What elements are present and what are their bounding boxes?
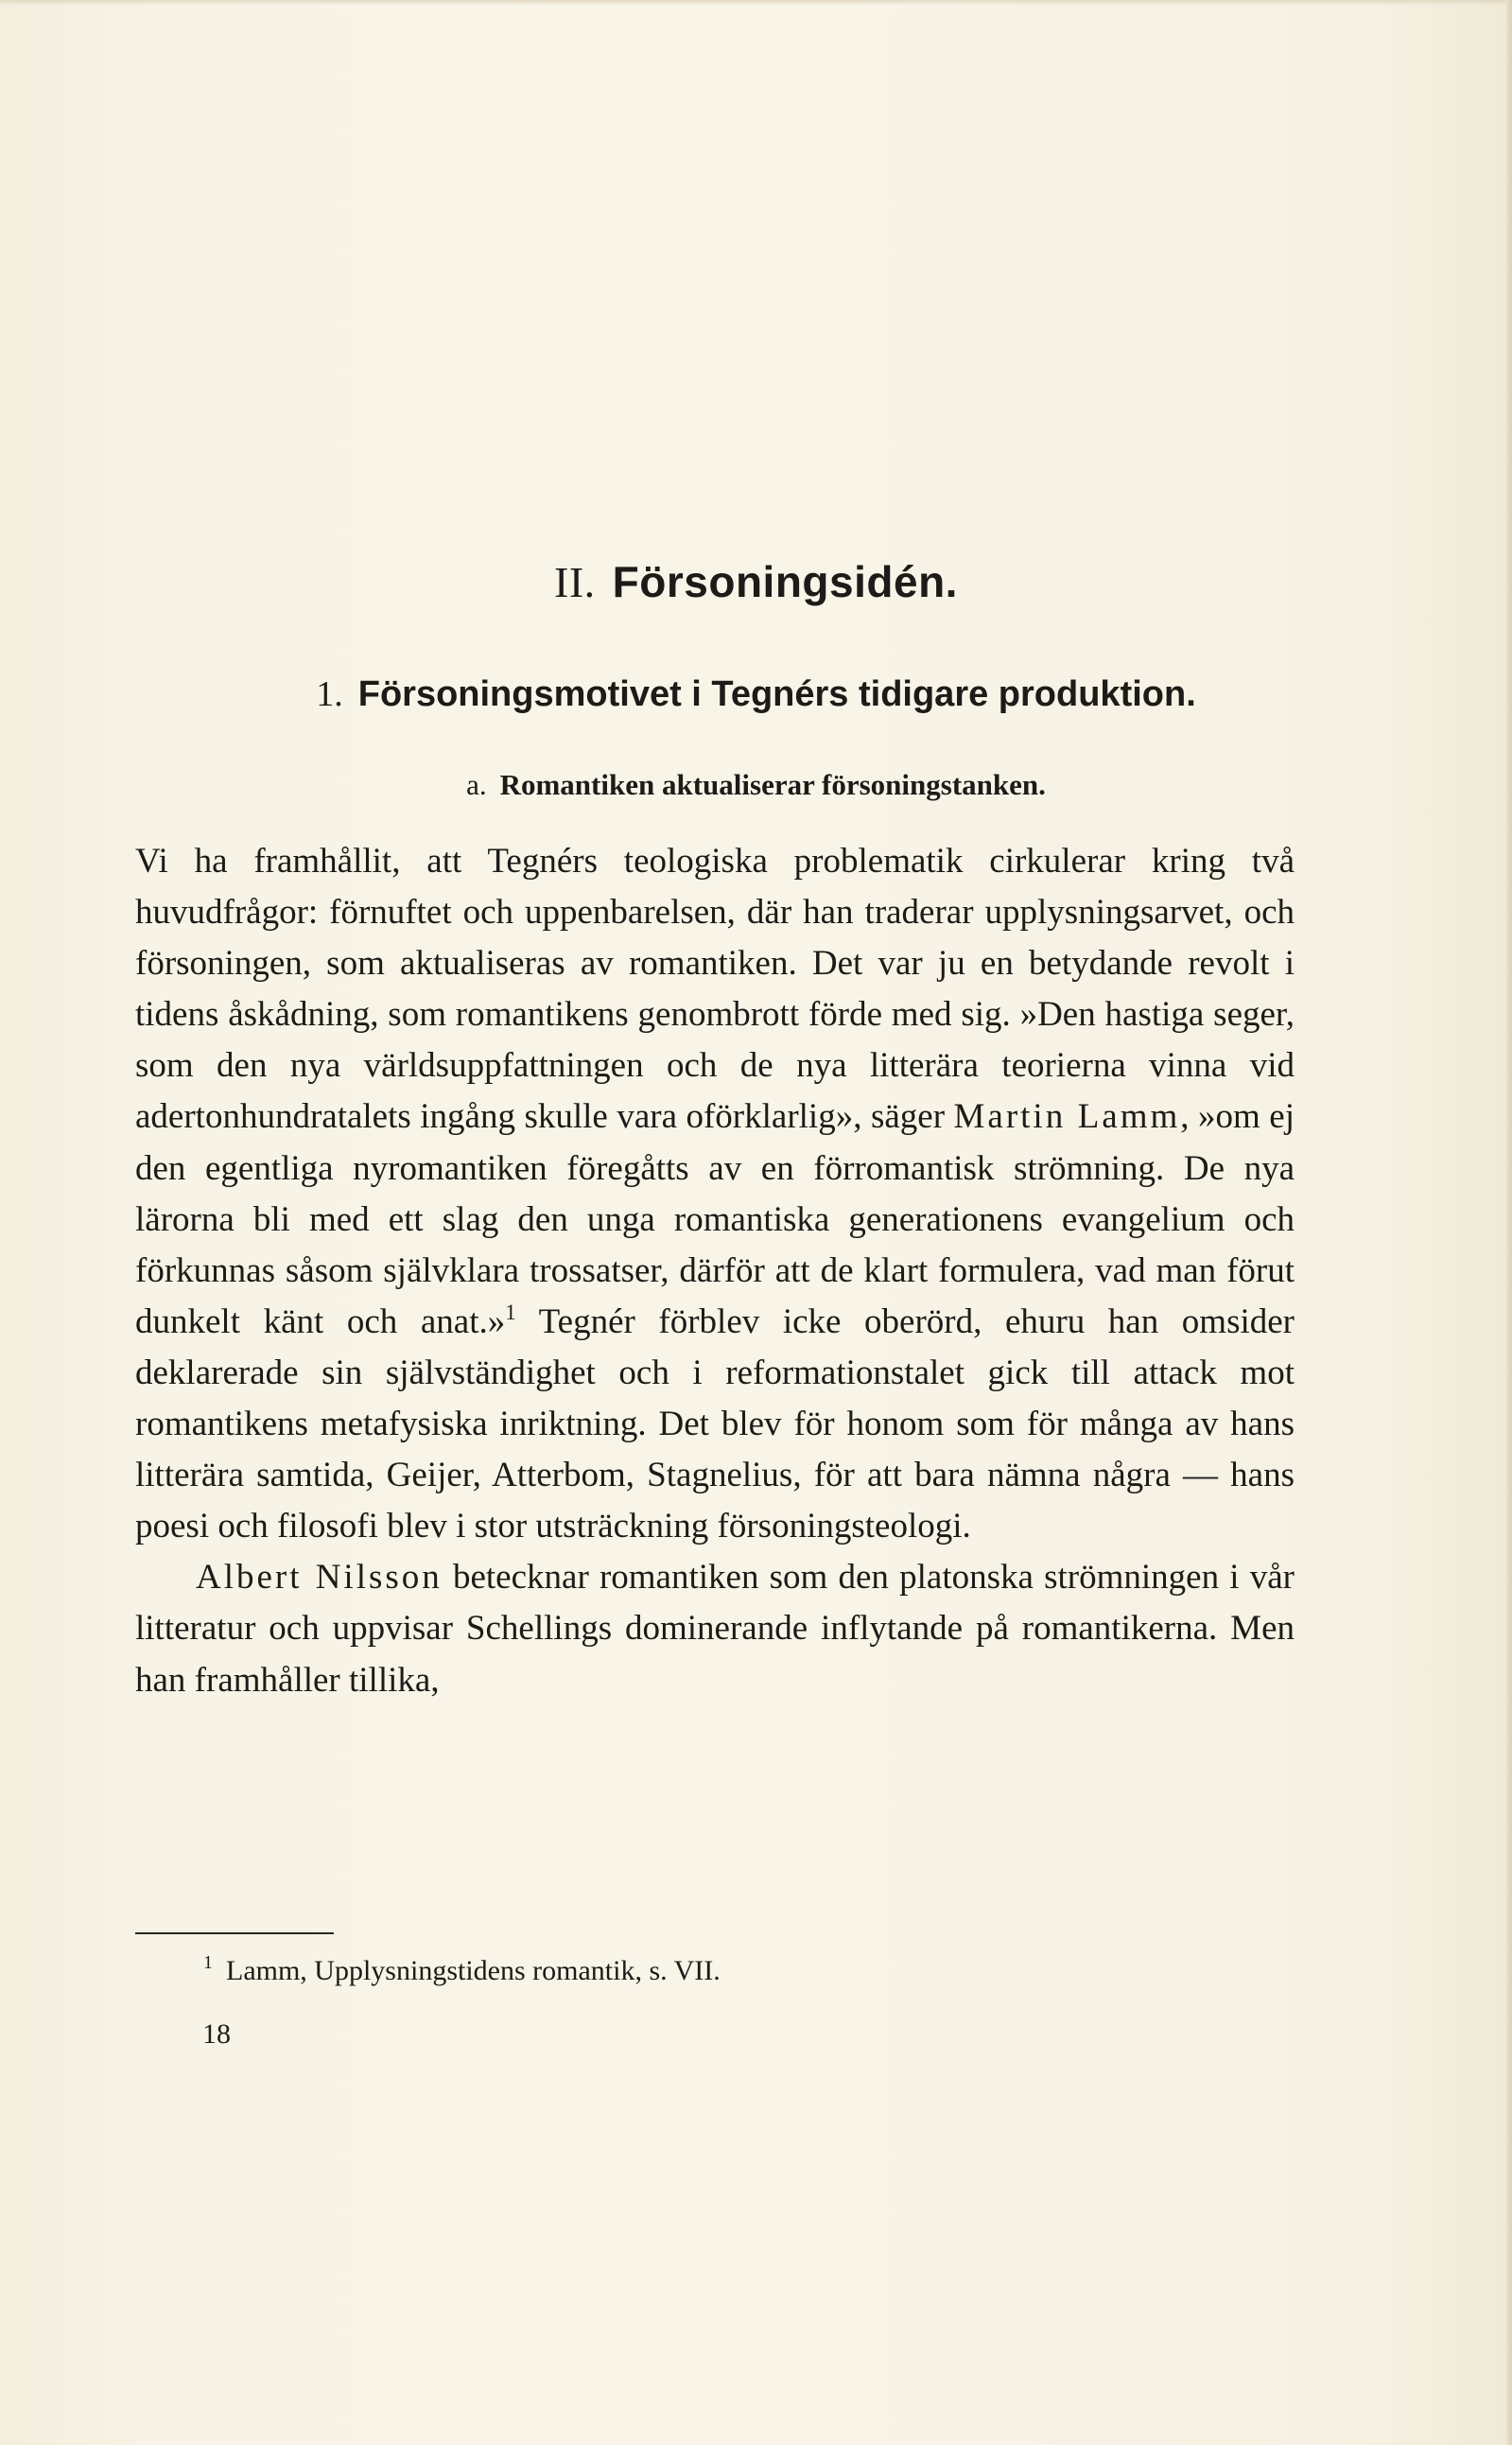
subsection-heading bbox=[0, 768, 1512, 802]
section-title: Försoningsmotivet i Tegnérs tidigare produktion. bbox=[357, 674, 1196, 714]
paragraph-2 bbox=[135, 1552, 1295, 1705]
page-number: 18 bbox=[202, 2018, 231, 2050]
paragraph-1-text-b: , »om ej den egentliga nyromantiken föregåtts av en förromantisk strömning. De nya lärorna bli med ett slag den unga romantiska generationens evangelium och förkunnas såsom självklara trossatser, därför att de klart formulera, vad man förut dunkelt känt och anat.» bbox=[135, 1097, 1295, 1341]
footnote-reference: 1 bbox=[505, 1300, 516, 1324]
author-name-lamm: Martin Lamm bbox=[953, 1097, 1181, 1137]
subsection-title: Romantiken aktualiserar försoningstanken. bbox=[499, 768, 1046, 801]
paragraph-1-text-c: Tegnér förblev icke oberörd, ehuru han omsider deklarerade sin självständighet och i reformationstalet gick till attack mot romantikens metafysiska inriktning. Det blev för honom som för många av hans litterära samtida, Geijer, Atterbom, Stagnelius, för att bara nämna några — hans poesi och filosofi blev i stor utsträckning försoningsteologi. bbox=[135, 1301, 1295, 1546]
subsection-number: a. bbox=[466, 768, 487, 801]
section-heading bbox=[0, 673, 1512, 715]
chapter-heading bbox=[0, 556, 1512, 607]
page-top-edge bbox=[0, 0, 1512, 6]
section-number: 1. bbox=[316, 674, 343, 714]
author-name-nilsson: Albert Nilsson bbox=[196, 1558, 443, 1598]
paragraph-1-text-a: Vi ha framhållit, att Tegnérs teologiska problematik cirkulerar kring två huvudfrågor: förnuftet och uppenbarelsen, där han traderar upplysningsarvet, och försoningen, som aktualiseras av romantiken. Det var ju en betydande revolt i tidens åskådning, som romantikens genombrott förde med sig. »Den hastiga seger, som den nya världsuppfattningen och de nya litterära teorierna vinna vid adertonhundratalets ingång skulle vara oförklarlig», säger bbox=[135, 842, 1295, 1137]
footnote-mark: 1 bbox=[203, 1952, 213, 1973]
body-text bbox=[135, 836, 1295, 1706]
chapter-title: Försoningsidén. bbox=[612, 557, 958, 606]
paragraph-2-text: betecknar romantiken som den platonska strömningen i vår litteratur och uppvisar Schellings dominerande inflytande på romantikerna. Men han framhåller tillika, bbox=[135, 1558, 1295, 1700]
footnote-text: Lamm, Upplysningstidens romantik, s. VII. bbox=[226, 1955, 721, 1986]
page-right-edge bbox=[1506, 0, 1512, 2445]
footnote bbox=[135, 1952, 1175, 1990]
footnote-divider bbox=[135, 1932, 334, 1934]
chapter-number: II. bbox=[554, 558, 596, 606]
paragraph-1 bbox=[135, 836, 1295, 1552]
